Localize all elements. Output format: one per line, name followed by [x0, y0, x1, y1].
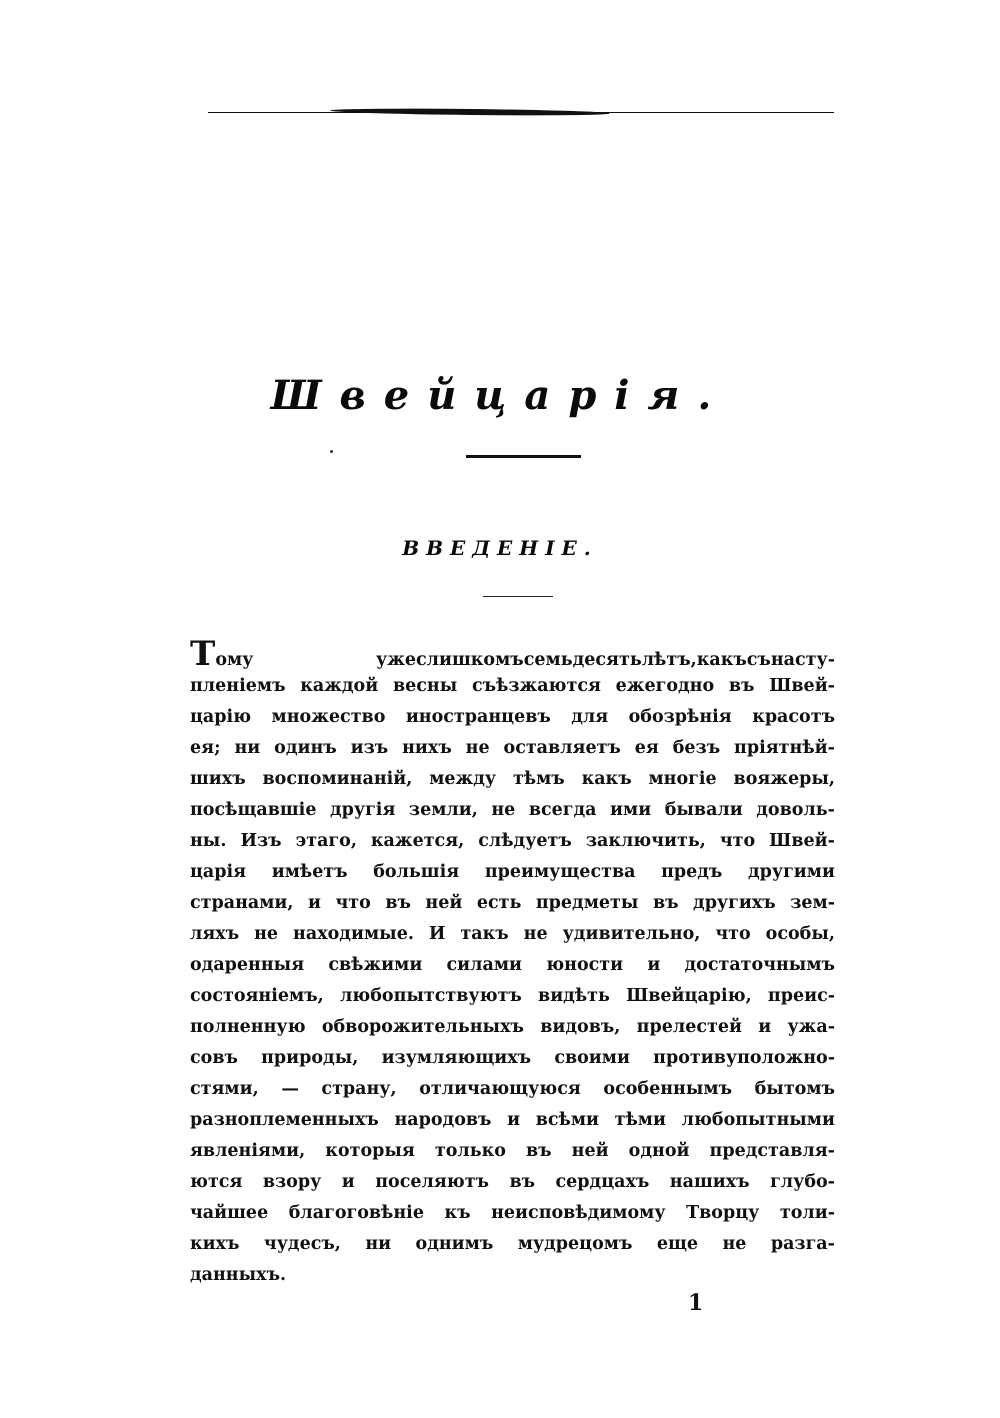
text-line: кихъ чудесъ, ни однимъ мудрецомъ еще не разга-	[190, 1234, 835, 1254]
text-line: царію множество иностранцевъ для обозрѣнія красотъ	[190, 707, 835, 727]
print-speck	[330, 450, 333, 453]
text-line: данныхъ.	[190, 1265, 287, 1285]
text-line: странами, и что въ ней есть предметы въ другихъ зем-	[190, 893, 835, 913]
text-line: состояніемъ, любопытствуютъ видѣть Швейцарію, преис-	[190, 986, 835, 1006]
body-paragraph	[190, 634, 835, 1291]
page-title: Швейцарія.	[270, 372, 730, 419]
text-line: стями, — страну, отличающуюся особеннымъ бытомъ	[190, 1079, 835, 1099]
text-line: ея; ни одинъ изъ нихъ не оставляетъ ея безъ пріятнѣй-	[190, 738, 835, 758]
text-line: одаренныя свѣжими силами юности и достаточнымъ	[190, 955, 835, 975]
text-line: шихъ воспоминаній, между тѣмъ какъ многіе вояжеры,	[190, 769, 835, 789]
text-line: полненную обворожительныхъ видовъ, прелестей и ужа-	[190, 1017, 835, 1037]
text-line: ны. Изъ этаго, кажется, слѣдуетъ заключить, что Швей-	[190, 831, 835, 851]
text-line: чайшее благоговѣніе къ неисповѣдимому Творцу толи-	[190, 1203, 835, 1223]
text-line: царія имѣетъ большія преимущества предъ другими	[190, 862, 835, 882]
text-line: посѣщавшіе другія земли, не всегда ими бывали доволь-	[190, 800, 835, 820]
text-line: разноплеменныхъ народовъ и всѣми тѣми любопытными	[190, 1110, 835, 1130]
text-line: явленіями, которыя только въ ней одной представля-	[190, 1141, 835, 1161]
section-heading: ВВЕДЕНІЕ.	[402, 536, 598, 560]
section-divider	[483, 596, 553, 597]
text-line: совъ природы, изумляющихъ своими противуположно-	[190, 1048, 835, 1068]
first-line-wrap	[190, 634, 835, 674]
signature-mark: 1	[688, 1290, 704, 1316]
title-divider	[466, 455, 581, 458]
line-text: ому уже слишкомъ семьдесять лѣтъ, какъ съ насту-	[215, 650, 835, 670]
text-line: пленіемъ каждой весны съѣзжаются ежегодно въ Швей-	[190, 676, 835, 696]
drop-cap: Т	[190, 634, 216, 674]
text-line	[190, 634, 835, 674]
text-line: ются взору и поселяютъ въ сердцахъ нашихъ глубо-	[190, 1172, 835, 1192]
text-line: ляхъ не находимые. И такъ не удивительно, что особы,	[190, 924, 835, 944]
